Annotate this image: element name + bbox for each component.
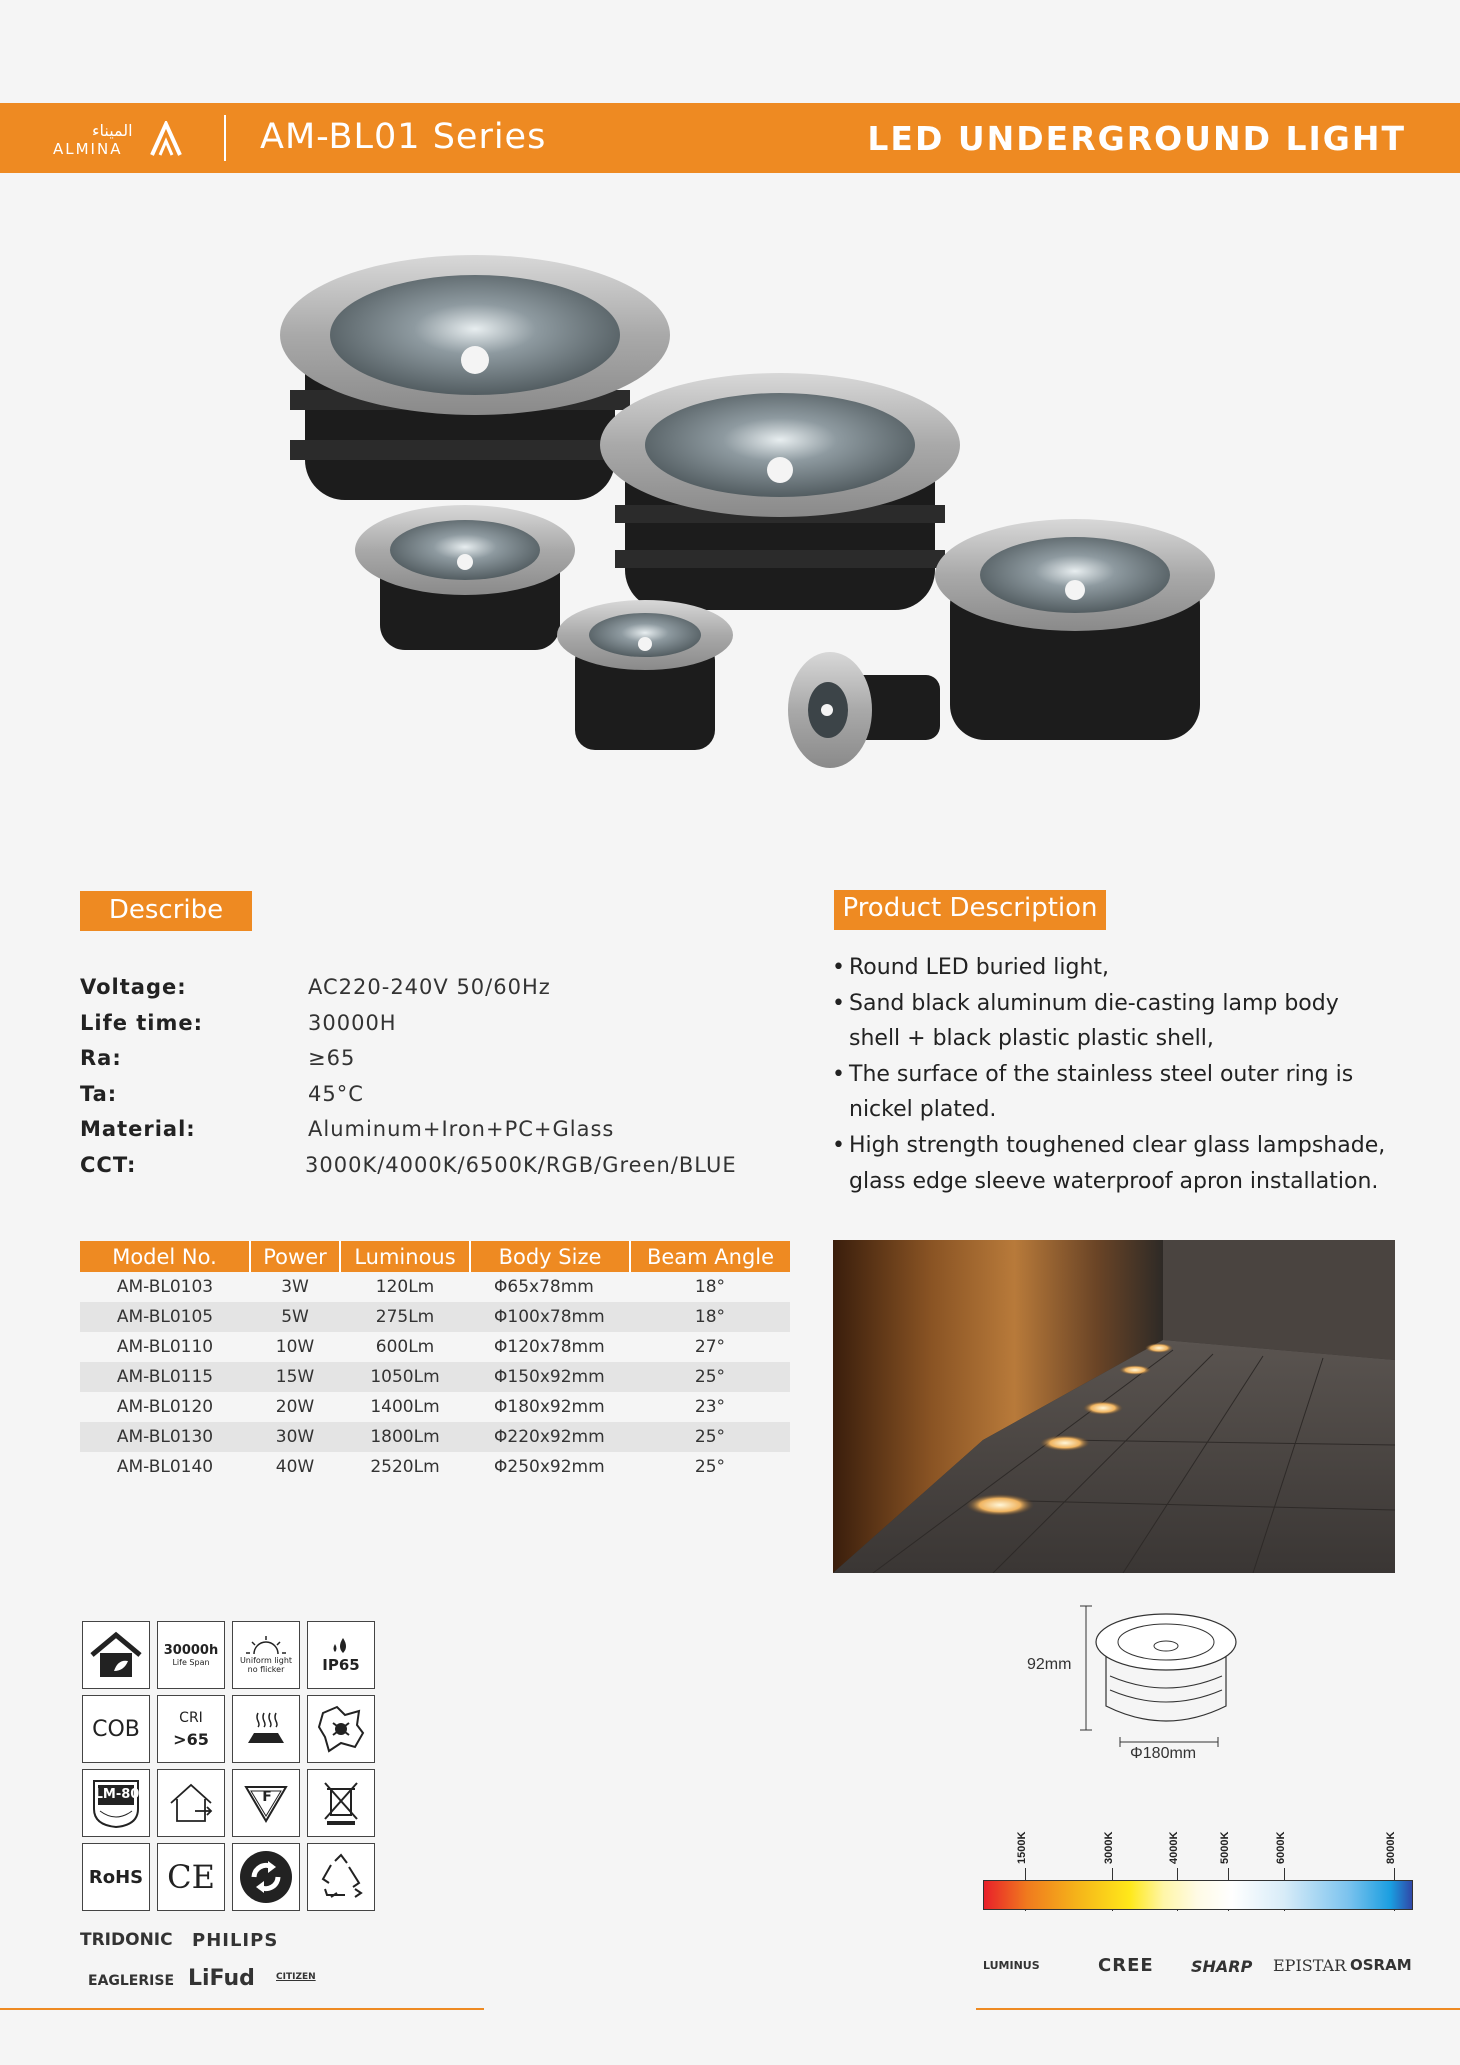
table-cell: 5W (250, 1302, 340, 1332)
spec-ta (80, 1082, 780, 1118)
spec-list (80, 975, 780, 1189)
cct-tick (1219, 1820, 1239, 1880)
category-title: LED UNDERGROUND LIGHT (867, 119, 1406, 158)
table-cell: AM-BL0110 (116, 1337, 214, 1357)
cct-tick (1385, 1820, 1405, 1880)
rohs-icon (82, 1843, 150, 1911)
table-cell: AM-BL0140 (116, 1457, 214, 1477)
footer-line-left (0, 2008, 484, 2010)
no-flicker-label: no flicker (247, 1665, 285, 1674)
table-cell: 15W (250, 1362, 340, 1392)
ce-label: CE (167, 1858, 215, 1896)
dimension-height: 92mm (1027, 1656, 1072, 1673)
lifespan-icon (157, 1621, 225, 1689)
rohs-label: RoHS (88, 1866, 144, 1888)
heat-dissipation-icon (232, 1695, 300, 1763)
spec-cct (80, 1153, 780, 1189)
description-bullet: • The surface of the stainless steel outer ring is nickel plated. (832, 1057, 1392, 1128)
series-title: AM-BL01 Series (260, 117, 547, 157)
insect-proof-icon (307, 1695, 375, 1763)
table-cell: 40W (275, 1457, 315, 1477)
table-row (80, 1392, 790, 1422)
spec-label: Ta: (80, 1081, 118, 1106)
brand-sharp: SHARP (1191, 1957, 1253, 1976)
lifespan-value: 30000h (163, 1643, 219, 1658)
recycle-icon (307, 1843, 375, 1911)
table-cell: AM-BL0105 (80, 1302, 250, 1332)
column-header: Model No. (80, 1241, 250, 1272)
ip65-icon (307, 1621, 375, 1689)
feature-icon-grid (82, 1621, 376, 1911)
cct-tick-label: 4000K (1168, 1831, 1180, 1864)
cct-tick (1103, 1820, 1123, 1880)
cct-tick-label: 3000K (1103, 1831, 1115, 1864)
description-bullet: • High strength toughened clear glass lampshade, glass edge sleeve waterproof apron installation. (832, 1128, 1392, 1199)
cri-icon (157, 1695, 225, 1763)
dimension-drawing (1020, 1598, 1270, 1768)
cct-color-bar (983, 1880, 1413, 1910)
cob-icon (82, 1695, 150, 1763)
spec-value: 30000H (308, 1010, 397, 1035)
table-cell: AM-BL0120 (116, 1397, 214, 1417)
spec-material (80, 1117, 780, 1153)
indoor-outdoor-icon (157, 1769, 225, 1837)
description-bullet: • Sand black aluminum die-casting lamp body shell + black plastic plastic shell, (832, 986, 1392, 1057)
lamp-small-left (355, 505, 575, 650)
table-cell: Φ100x78mm (470, 1302, 630, 1332)
table-row (80, 1302, 790, 1332)
home-icon (82, 1621, 150, 1689)
product-description-list (832, 950, 1392, 1199)
lamp-tiny (557, 600, 733, 750)
describe-title: Describe (80, 891, 252, 931)
table-row (80, 1332, 790, 1362)
table-cell: 27° (694, 1337, 726, 1357)
table-cell: AM-BL0115 (80, 1362, 250, 1392)
table-cell: 23° (694, 1397, 726, 1417)
lamp-mini (788, 652, 940, 768)
brand-osram: OSRAM (1350, 1956, 1412, 1974)
cct-tick-label: 5000K (1219, 1831, 1231, 1864)
spec-ra (80, 1046, 780, 1082)
f-mark-icon (232, 1769, 300, 1837)
lm80-icon (82, 1769, 150, 1837)
spec-label: Ra: (80, 1046, 122, 1071)
uniform-light-icon (232, 1621, 300, 1689)
brand-lifud: LiFud (188, 1966, 255, 1991)
brand-logos-left (80, 1930, 400, 2000)
spec-label: Life time: (80, 1010, 204, 1035)
cri-value: >65 (173, 1729, 209, 1749)
table-cell: AM-BL0103 (116, 1277, 214, 1297)
header-divider (224, 115, 226, 161)
column-header: Beam Angle (630, 1241, 790, 1272)
logo-text: ALMINA (53, 140, 123, 158)
brand-citizen: CITIZEN (276, 1972, 316, 1982)
column-header: Body Size (470, 1241, 630, 1272)
table-cell: 3W (281, 1277, 309, 1297)
spec-label: CCT: (80, 1152, 137, 1177)
table-cell: Φ220x92mm (470, 1422, 630, 1452)
f-mark-label: F (262, 1789, 272, 1805)
spec-value: Aluminum+Iron+PC+Glass (308, 1117, 615, 1142)
green-dot-icon (232, 1843, 300, 1911)
description-bullet: • Round LED buried light, (832, 950, 1392, 986)
ip-label: IP65 (322, 1656, 360, 1674)
table-cell: 25° (630, 1422, 790, 1452)
cct-tick (1168, 1820, 1188, 1880)
spec-lifetime (80, 1011, 780, 1047)
column-header: Luminous (340, 1241, 470, 1272)
column-header: Power (250, 1241, 340, 1272)
lm80-label: LM-80 (94, 1787, 140, 1802)
brand-luminus: LUMINUS (983, 1959, 1040, 1972)
spec-label: Voltage: (80, 975, 187, 999)
lamp-right (935, 519, 1215, 740)
brand-cree: CREE (1098, 1955, 1154, 1976)
table-row (80, 1362, 790, 1392)
table-row (80, 1272, 790, 1302)
table-cell: 1400Lm (370, 1397, 440, 1417)
cct-tick-label: 1500K (1016, 1831, 1028, 1864)
spec-value: 45°C (308, 1081, 364, 1106)
cct-tick-label: 8000K (1385, 1831, 1397, 1864)
cct-scale (983, 1820, 1413, 1915)
table-cell: 120Lm (375, 1277, 435, 1297)
table-cell: 30W (250, 1422, 340, 1452)
weee-bin-icon (307, 1769, 375, 1837)
brand-tridonic: TRIDONIC (80, 1930, 173, 1950)
cct-tick (1275, 1820, 1295, 1880)
application-photo (833, 1240, 1395, 1573)
table-cell: Φ180x92mm (494, 1397, 605, 1417)
table-cell: AM-BL0130 (80, 1422, 250, 1452)
spec-voltage (80, 975, 780, 1011)
dimension-diameter: Φ180mm (1130, 1745, 1197, 1762)
table-cell: 20W (275, 1397, 315, 1417)
spec-value: AC220-240V 50/60Hz (308, 975, 551, 999)
brand-eaglerise: EAGLERISE (88, 1973, 175, 1989)
product-hero-image (270, 250, 1230, 790)
spec-value: 3000K/4000K/6500K/RGB/Green/BLUE (305, 1152, 737, 1177)
cri-label: CRI (179, 1709, 203, 1726)
lifespan-caption: Life Span (172, 1658, 210, 1667)
cct-tick (1016, 1820, 1036, 1880)
table-cell: 25° (630, 1362, 790, 1392)
table-cell: 10W (275, 1337, 315, 1357)
table-header-row (80, 1241, 790, 1272)
brand-logos-right (983, 1955, 1413, 1985)
table-row (80, 1422, 790, 1452)
uniform-label: Uniform light (239, 1656, 293, 1665)
spec-label: Material: (80, 1117, 196, 1142)
table-cell: Φ65x78mm (494, 1277, 594, 1297)
brand-epistar: EPISTAR (1273, 1956, 1347, 1975)
table-cell: 2520Lm (370, 1457, 440, 1477)
table-cell: 1050Lm (340, 1362, 470, 1392)
table-cell: Φ150x92mm (470, 1362, 630, 1392)
cob-label: COB (92, 1716, 140, 1742)
table-cell: 18° (630, 1302, 790, 1332)
header-bar (0, 103, 1460, 173)
logo-arabic: الميناء (92, 121, 133, 140)
product-description-title: Product Description (834, 890, 1106, 930)
spec-value: ≥65 (308, 1046, 356, 1071)
brand-philips: PHILIPS (192, 1930, 279, 1951)
footer-line-right (976, 2008, 1460, 2010)
ce-icon (157, 1843, 225, 1911)
table-cell: 18° (694, 1277, 726, 1297)
table-cell: 1800Lm (340, 1422, 470, 1452)
table-cell: Φ120x78mm (494, 1337, 605, 1357)
cct-tick-label: 6000K (1275, 1831, 1287, 1864)
table-cell: Φ250x92mm (494, 1457, 605, 1477)
model-table (80, 1241, 790, 1482)
table-cell: 275Lm (340, 1302, 470, 1332)
logo-mark-icon (150, 121, 182, 157)
table-cell: 600Lm (375, 1337, 435, 1357)
table-cell: 25° (694, 1457, 726, 1477)
lamp-medium (600, 373, 960, 610)
table-row (80, 1452, 790, 1482)
